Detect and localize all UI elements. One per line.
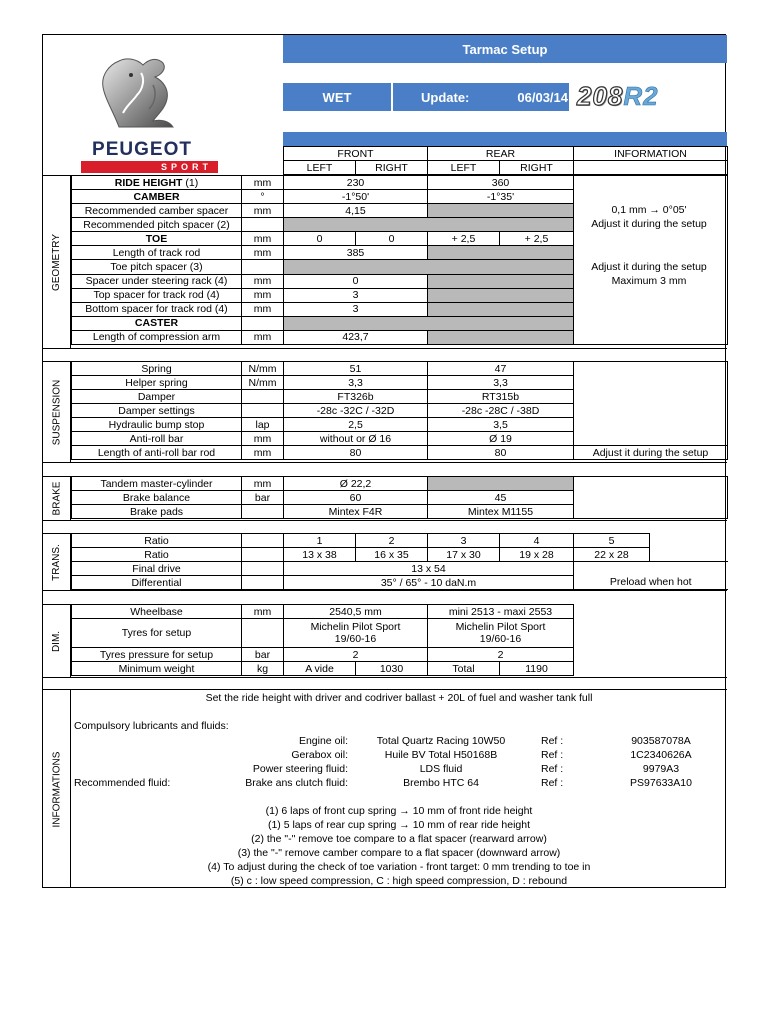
informations-panel: Set the ride height with driver and codriver ballast + 20L of fuel and washer tank full Compulsory lubricants and fluids: Engine oil: Total Quartz Racing 10W50 Ref : 903587078A Gerabox oil: Huile BV Total H50168B Ref : 1C2340626A Power steering fluid: LDS fluid Ref : 9979A3 Recommended fluid: Brake ans clutch fluid: Brembo HTC 64 Ref : PS97633A10 (1) 6 laps of front cup spring → 10 mm of front ride height (1) 5 laps of rear cup spring → 10 mm of rear ride height (2) the "-" remove toe compare to a flat spacer (rearward arrow) (3) the "-" remove camber compare to a flat spacer (downward arrow) (4) To adjust during the check of toe variation - front target: 0 mm trending to toe in (5) c : low speed compression, C : high speed compression, D : rebound xyxy=(71,689,727,888)
table-row: Differential 35° / 65° - 10 daN.m Preload when hot xyxy=(72,576,728,590)
rear-right-header: RIGHT xyxy=(500,161,574,175)
brand-sub: SPORT xyxy=(81,161,218,173)
table-row: Helper spring N/mm 3,3 3,3 xyxy=(72,376,728,390)
table-row: Brake balance bar 60 45 xyxy=(72,491,728,505)
table-row: Toe pitch spacer (3) xyxy=(72,260,728,274)
differential-info: Preload when hot xyxy=(574,576,728,590)
table-row: Tyres for setup Michelin Pilot Sport 19/60-16 Michelin Pilot Sport 19/60-16 xyxy=(72,619,574,648)
trans-section-label: TRANS. xyxy=(43,533,71,590)
table-row: Brake pads Mintex F4R Mintex M1155 xyxy=(72,505,728,519)
setup-sheet xyxy=(42,34,726,888)
brake-section-label: BRAKE xyxy=(43,476,71,520)
model-suffix: R2 xyxy=(623,81,659,111)
update-label: Update: xyxy=(421,89,470,105)
peugeot-sport-logo xyxy=(57,49,237,172)
table-row: CAMBER ° -1°50' -1°35' xyxy=(72,190,728,204)
rear-left-header: LEFT xyxy=(428,161,500,175)
table-row: RIDE HEIGHT (1) mm 230 360 0,1 mm → 0°05' Adjust it during the setup Adjust it during the setup Maximum 3 mm xyxy=(72,176,728,190)
table-row: Tyres pressure for setup bar 2 2 xyxy=(72,648,574,662)
table-row: CASTER xyxy=(72,316,728,330)
column-banner xyxy=(283,132,727,146)
recommended-label: Recommended fluid: xyxy=(74,777,171,789)
anti-roll-info: Adjust it during the setup xyxy=(574,446,728,460)
table-row: Length of anti-roll bar rod mm 80 80 Adjust it during the setup xyxy=(72,446,728,460)
table-row: Length of compression arm mm 423,7 xyxy=(72,330,728,344)
dim-section-label: DIM. xyxy=(43,604,71,677)
toe-pitch-info: Adjust it during the setup xyxy=(591,261,707,273)
suspension-table xyxy=(71,361,728,460)
model-number: 208 xyxy=(577,81,624,111)
pitch-info: Adjust it during the setup xyxy=(591,218,707,230)
update-date: 06/03/14 xyxy=(517,89,568,105)
table-row: Tandem master-cylinder mm Ø 22,2 xyxy=(72,477,728,491)
table-row: Recommended camber spacer mm 4,15 xyxy=(72,204,728,218)
table-row: Damper settings -28c -32C / -32D -28c -28C / -38D xyxy=(72,404,728,418)
table-row: Ratio 13 x 38 16 x 35 17 x 30 19 x 28 22 x 28 xyxy=(72,548,728,562)
brake-table xyxy=(71,476,728,519)
column-headers xyxy=(283,146,728,175)
table-row: Final drive 13 x 54 xyxy=(72,562,728,576)
note-line: (1) 5 laps of rear cup spring → 10 mm of rear ride height xyxy=(267,819,531,831)
ballast-note: Set the ride height with driver and codriver ballast + 20L of fuel and washer tank full xyxy=(205,692,593,704)
note-line: (4) To adjust during the check of toe variation - front target: 0 mm trending to toe in xyxy=(207,861,591,873)
model-logo xyxy=(577,81,659,112)
front-header: FRONT xyxy=(284,147,428,161)
condition-badge: WET xyxy=(283,83,391,111)
table-row: Spacer under steering rack (4) mm 0 xyxy=(72,274,728,288)
table-row: TOE mm 0 0 + 2,5 + 2,5 xyxy=(72,232,728,246)
table-row: Bottom spacer for track rod (4) mm 3 xyxy=(72,302,728,316)
geometry-section-label: GEOMETRY xyxy=(43,175,71,348)
lion-icon xyxy=(57,49,237,139)
table-row: Top spacer for track rod (4) mm 3 xyxy=(72,288,728,302)
front-right-header: RIGHT xyxy=(356,161,428,175)
geometry-table xyxy=(71,175,728,345)
update-banner xyxy=(393,83,569,111)
table-row: Damper FT326b RT315b xyxy=(72,390,728,404)
table-row: Spring N/mm 51 47 xyxy=(72,362,728,376)
table-row: Minimum weight kg A vide 1030 Total 1190 xyxy=(72,662,574,676)
camber-info: 0,1 mm → 0°05' xyxy=(611,204,687,216)
note-line: (1) 6 laps of front cup spring → 10 mm of front ride height xyxy=(265,805,533,817)
note-line: (2) the "-" remove toe compare to a flat spacer (rearward arrow) xyxy=(251,833,547,845)
rear-header: REAR xyxy=(428,147,574,161)
front-left-header: LEFT xyxy=(284,161,356,175)
table-row: Wheelbase mm 2540,5 mm mini 2513 - maxi 2553 xyxy=(72,605,574,619)
suspension-section-label: SUSPENSION xyxy=(43,361,71,462)
note-line: (5) c : low speed compression, C : high speed compression, D : rebound xyxy=(230,875,568,887)
dim-table xyxy=(71,604,574,676)
table-row: Length of track rod mm 385 xyxy=(72,246,728,260)
trans-table xyxy=(71,533,728,590)
information-header: INFORMATION xyxy=(574,147,728,161)
compulsory-label: Compulsory lubricants and fluids: xyxy=(74,720,229,732)
page-title: Tarmac Setup xyxy=(283,35,727,63)
table-row: Ratio 1 2 3 4 5 xyxy=(72,534,728,548)
informations-section-label: INFORMATIONS xyxy=(43,689,71,888)
table-row: Hydraulic bump stop lap 2,5 3,5 xyxy=(72,418,728,432)
brand-name: PEUGEOT xyxy=(92,139,192,160)
note-line: (3) the "-" remove camber compare to a flat spacer (downward arrow) xyxy=(237,847,561,859)
spacer-max-info: Maximum 3 mm xyxy=(611,275,687,287)
table-row: Anti-roll bar mm without or Ø 16 Ø 19 xyxy=(72,432,728,446)
table-row: Recommended pitch spacer (2) xyxy=(72,218,728,232)
